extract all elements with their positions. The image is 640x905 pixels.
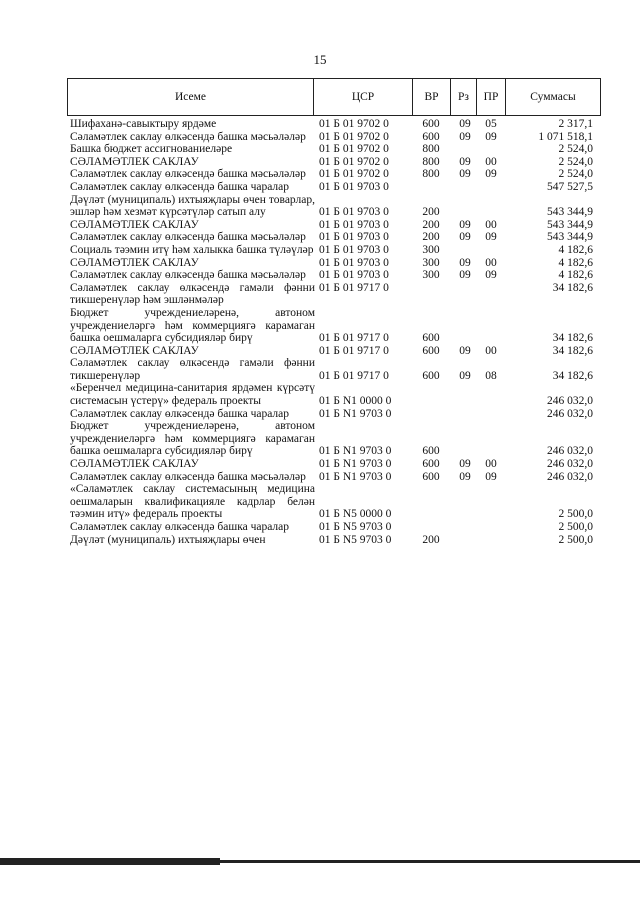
row-csr: 01 Б N1 9703 0 <box>319 458 392 471</box>
row-sum: 2 500,0 <box>558 508 593 521</box>
row-sum: 246 032,0 <box>547 395 593 408</box>
row-csr: 01 Б 01 9703 0 <box>319 269 389 282</box>
row-pr: 05 <box>485 118 497 130</box>
header-vr: ВР <box>413 79 451 115</box>
row-pr: 09 <box>485 269 497 282</box>
row-csr: 01 Б 01 9703 0 <box>319 218 389 231</box>
row-name: «Беренчел медицина-санитария ярдәмен күрсәтү системасын үстерү» федераль проекты <box>70 382 315 408</box>
row-vr: 300 <box>422 256 440 269</box>
row-sum: 543 344,9 <box>547 218 593 231</box>
table-row <box>67 458 601 471</box>
row-rz: 09 <box>459 231 471 244</box>
row-sum: 543 344,9 <box>547 206 593 219</box>
row-csr: 01 Б N1 9703 0 <box>319 470 392 483</box>
row-pr: 00 <box>485 458 497 471</box>
row-rz: 09 <box>459 269 471 282</box>
row-csr: 01 Б 01 9702 0 <box>319 130 389 143</box>
row-csr: 01 Б N1 9703 0 <box>319 445 392 458</box>
row-sum: 34 182,6 <box>552 344 593 357</box>
row-rz: 09 <box>459 118 471 130</box>
row-csr: 01 Б 01 9702 0 <box>319 155 389 168</box>
header-pr: ПР <box>477 79 506 115</box>
row-pr: 08 <box>485 369 497 382</box>
row-csr: 01 Б 01 9703 0 <box>319 243 389 256</box>
table-row <box>67 257 601 270</box>
table-row <box>67 168 601 181</box>
row-csr: 01 Б 01 9703 0 <box>319 206 389 219</box>
row-csr: 01 Б N5 9703 0 <box>319 533 392 546</box>
row-name: Сәламәтлек саклау өлкәсендә башка мәсьәләләр <box>70 269 306 282</box>
row-rz: 09 <box>459 130 471 143</box>
row-csr: 01 Б 01 9703 0 <box>319 231 389 244</box>
row-rz: 09 <box>459 218 471 231</box>
row-pr: 09 <box>485 470 497 483</box>
row-vr: 800 <box>422 155 440 168</box>
table-row <box>67 143 601 156</box>
row-name: «Сәламәтлек саклау системасының медицина оешмаларын квалификацияле кадрлар белән тәэмин итү» федераль проекты <box>70 483 315 521</box>
table-row <box>67 471 601 484</box>
row-vr: 300 <box>422 243 440 256</box>
row-rz: 09 <box>459 470 471 483</box>
row-rz: 09 <box>459 155 471 168</box>
table-row <box>67 534 601 547</box>
header-csr: ЦСР <box>314 79 413 115</box>
row-vr: 600 <box>422 332 440 345</box>
row-vr: 600 <box>422 470 440 483</box>
row-name: Сәламәтлек саклау өлкәсендә башка чаралар <box>70 521 290 533</box>
row-vr: 600 <box>422 458 440 471</box>
row-name: Сәламәтлек саклау өлкәсендә гамәли фәнни тикшеренүләр һәм эшләнмәләр <box>70 281 315 307</box>
row-sum: 2 524,0 <box>558 168 593 181</box>
row-name: Сәламәтлек саклау өлкәсендә башка мәсьәләләр <box>70 130 306 143</box>
row-csr: 01 Б N5 9703 0 <box>319 521 392 533</box>
row-vr: 800 <box>422 168 440 181</box>
row-csr: 01 Б 01 9703 0 <box>319 180 389 193</box>
row-rz: 09 <box>459 168 471 181</box>
table-row <box>67 194 601 219</box>
row-csr: 01 Б 01 9717 0 <box>319 281 389 294</box>
row-csr: 01 Б 01 9702 0 <box>319 118 389 130</box>
row-sum: 246 032,0 <box>547 445 593 458</box>
bottom-rule-thick <box>0 858 220 865</box>
row-name: СӘЛАМӘТЛЕК САКЛАУ <box>70 458 199 471</box>
row-name: Башка бюджет ассигнованиеләре <box>70 143 233 156</box>
table-row <box>67 269 601 282</box>
row-sum: 543 344,9 <box>547 231 593 244</box>
row-pr: 00 <box>485 218 497 231</box>
row-csr: 01 Б 01 9702 0 <box>319 143 389 156</box>
row-vr: 300 <box>422 269 440 282</box>
table-row <box>67 244 601 257</box>
row-pr: 09 <box>485 168 497 181</box>
row-vr: 600 <box>422 344 440 357</box>
table-row <box>67 156 601 169</box>
row-name: Дәүләт (муниципаль) ихтыяҗлары өчен <box>70 533 266 546</box>
row-sum: 2 317,1 <box>558 118 593 130</box>
header-name: Исеме <box>68 79 314 115</box>
row-name: Шифаханә-савыктыру ярдәме <box>70 118 217 130</box>
row-sum: 34 182,6 <box>552 369 593 382</box>
row-rz: 09 <box>459 458 471 471</box>
row-pr: 09 <box>485 130 497 143</box>
row-csr: 01 Б N1 9703 0 <box>319 407 392 420</box>
header-sum: Суммасы <box>530 91 576 103</box>
table-row <box>67 521 601 534</box>
page-number: 15 <box>313 52 327 67</box>
row-rz: 09 <box>459 256 471 269</box>
row-sum: 246 032,0 <box>547 470 593 483</box>
table-row <box>67 307 601 345</box>
row-name: СӘЛАМӘТЛЕК САКЛАУ <box>70 155 199 168</box>
table-row <box>67 408 601 421</box>
row-csr: 01 Б 01 9702 0 <box>319 168 389 181</box>
row-name: Бюджет учреждениеләренә, автоном учреждениеләргә һәм коммерциягә карамаган башка оешмаларга субсидияләр бирү <box>70 306 315 345</box>
table-row <box>67 118 601 131</box>
header-rz: Рз <box>451 79 477 115</box>
row-vr: 800 <box>422 143 440 156</box>
row-name: Сәламәтлек саклау өлкәсендә башка чаралар <box>70 180 290 193</box>
row-name: Дәүләт (муниципаль) ихтыяҗлары өчен товарлар, эшләр һәм хезмәт күрсәтүләр сатып алу <box>70 193 315 219</box>
row-name: Сәламәтлек саклау өлкәсендә башка чаралар <box>70 407 290 420</box>
table-row <box>67 131 601 144</box>
table-row <box>67 231 601 244</box>
row-name: Бюджет учреждениеләренә, автоном учреждениеләргә һәм коммерциягә карамаган башка оешмаларга субсидияләр бирү <box>70 420 315 458</box>
row-vr: 600 <box>422 118 440 130</box>
row-csr: 01 Б 01 9703 0 <box>319 256 389 269</box>
table-row <box>67 282 601 307</box>
row-sum: 1 071 518,1 <box>538 130 593 143</box>
row-sum: 246 032,0 <box>547 407 593 420</box>
row-vr: 200 <box>422 231 440 244</box>
table-row <box>67 345 601 358</box>
row-csr: 01 Б 01 9717 0 <box>319 344 389 357</box>
row-sum: 547 527,5 <box>547 180 593 193</box>
row-rz: 09 <box>459 369 471 382</box>
table-row <box>67 219 601 232</box>
row-csr: 01 Б N1 0000 0 <box>319 395 392 408</box>
row-pr: 09 <box>485 231 497 244</box>
row-vr: 600 <box>422 369 440 382</box>
row-sum: 246 032,0 <box>547 458 593 471</box>
row-sum: 34 182,6 <box>552 281 593 294</box>
table-header <box>67 78 601 116</box>
row-pr: 00 <box>485 344 497 357</box>
row-pr: 00 <box>485 256 497 269</box>
row-name: Сәламәтлек саклау өлкәсендә башка мәсьәләләр <box>70 231 306 244</box>
row-sum: 2 500,0 <box>558 521 593 533</box>
table-row <box>67 181 601 194</box>
row-name: СӘЛАМӘТЛЕК САКЛАУ <box>70 256 199 269</box>
row-vr: 600 <box>422 445 440 458</box>
row-name: СӘЛАМӘТЛЕК САКЛАУ <box>70 344 199 357</box>
row-vr: 200 <box>422 533 440 546</box>
row-csr: 01 Б 01 9717 0 <box>319 369 389 382</box>
row-name: Сәламәтлек саклау өлкәсендә башка мәсьәләләр <box>70 168 306 181</box>
row-sum: 4 182,6 <box>558 256 593 269</box>
row-sum: 4 182,6 <box>558 243 593 256</box>
row-name: Сәламәтлек саклау өлкәсендә гамәли фәнни тикшеренүләр <box>70 357 315 382</box>
table-row <box>67 382 601 407</box>
row-name: Социаль тәэмин итү һәм халыкка башка түләүләр <box>70 243 314 256</box>
row-vr: 600 <box>422 130 440 143</box>
row-sum: 2 524,0 <box>558 143 593 156</box>
row-csr: 01 Б N5 0000 0 <box>319 508 392 521</box>
row-sum: 2 524,0 <box>558 155 593 168</box>
table-body <box>67 118 601 546</box>
row-pr: 00 <box>485 155 497 168</box>
row-name: Сәламәтлек саклау өлкәсендә башка мәсьәләләр <box>70 470 306 483</box>
row-vr: 200 <box>422 218 440 231</box>
row-sum: 2 500,0 <box>558 533 593 546</box>
row-sum: 34 182,6 <box>552 332 593 345</box>
row-csr: 01 Б 01 9717 0 <box>319 332 389 345</box>
table-row <box>67 483 601 521</box>
row-vr: 200 <box>422 206 440 219</box>
table-row <box>67 357 601 382</box>
row-name: СӘЛАМӘТЛЕК САКЛАУ <box>70 218 199 231</box>
row-rz: 09 <box>459 344 471 357</box>
row-sum: 4 182,6 <box>558 269 593 282</box>
table-row <box>67 420 601 458</box>
